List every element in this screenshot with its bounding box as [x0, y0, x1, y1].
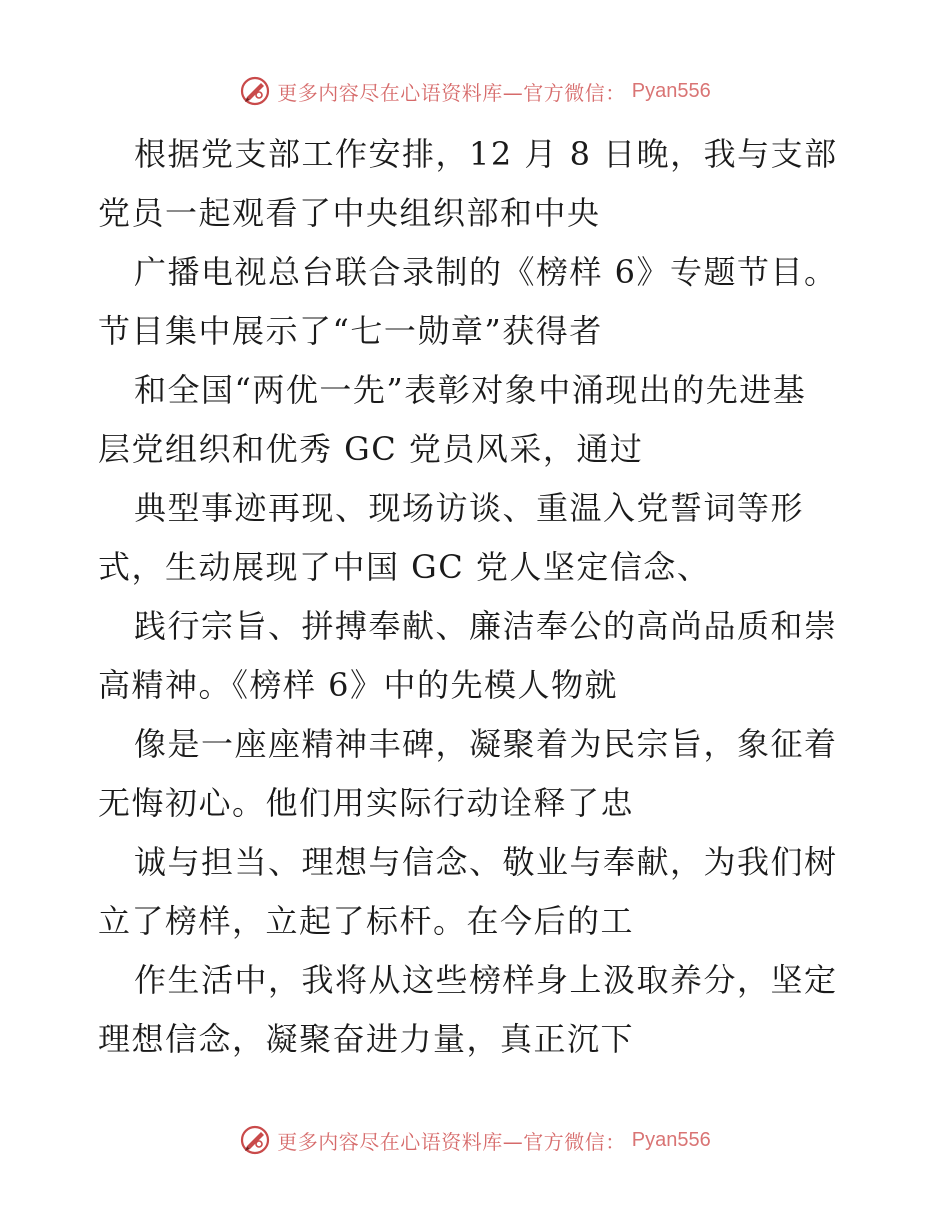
watermark-text: 更多内容尽在心语资料库—官方微信： [277, 80, 626, 105]
pen-logo-icon [239, 75, 271, 107]
paragraph-line: 理想信念，凝聚奋进力量，真正沉下 [98, 1020, 635, 1058]
paragraph-line: 立了榜样，立起了标杆。在今后的工 [98, 902, 635, 940]
paragraph-line: 高精神。《榜样 6》中的先模人物就 [98, 666, 619, 704]
paragraph-line: 广播电视总台联合录制的《榜样 6》专题节目。 [134, 253, 838, 291]
paragraph-line: 像是一座座精神丰碑，凝聚着为民宗旨，象征着 [134, 725, 838, 763]
paragraph-line: 作生活中，我将从这些榜样身上汲取养分，坚定 [134, 961, 838, 999]
paragraph-line: 党员一起观看了中央组织部和中央 [98, 194, 601, 232]
watermark-id: Pyan556 [631, 1128, 711, 1151]
watermark-id: Pyan556 [631, 79, 711, 102]
footer-watermark [0, 1123, 950, 1157]
paragraph-line: 节目集中展示了“七一勋章”获得者 [98, 312, 603, 350]
paragraph-line: 式，生动展现了中国 GC 党人坚定信念、 [98, 548, 711, 586]
document-body [98, 125, 868, 1069]
header-watermark [0, 74, 950, 108]
paragraph-line: 典型事迹再现、现场访谈、重温入党誓词等形 [134, 489, 805, 527]
paragraph-line: 根据党支部工作安排，12 月 8 日晚，我与支部 [134, 135, 838, 173]
pen-logo-icon [239, 1124, 271, 1156]
paragraph-line: 诚与担当、理想与信念、敬业与奉献，为我们树 [134, 843, 838, 881]
paragraph-line: 和全国“两优一先”表彰对象中涌现出的先进基 [134, 371, 807, 409]
paragraph-line: 无悔初心。他们用实际行动诠释了忠 [98, 784, 635, 822]
paragraph-line: 层党组织和优秀 GC 党员风采，通过 [98, 430, 644, 468]
paragraph-line: 践行宗旨、拼搏奉献、廉洁奉公的高尚品质和崇 [134, 607, 838, 645]
watermark-text: 更多内容尽在心语资料库—官方微信： [277, 1129, 626, 1154]
